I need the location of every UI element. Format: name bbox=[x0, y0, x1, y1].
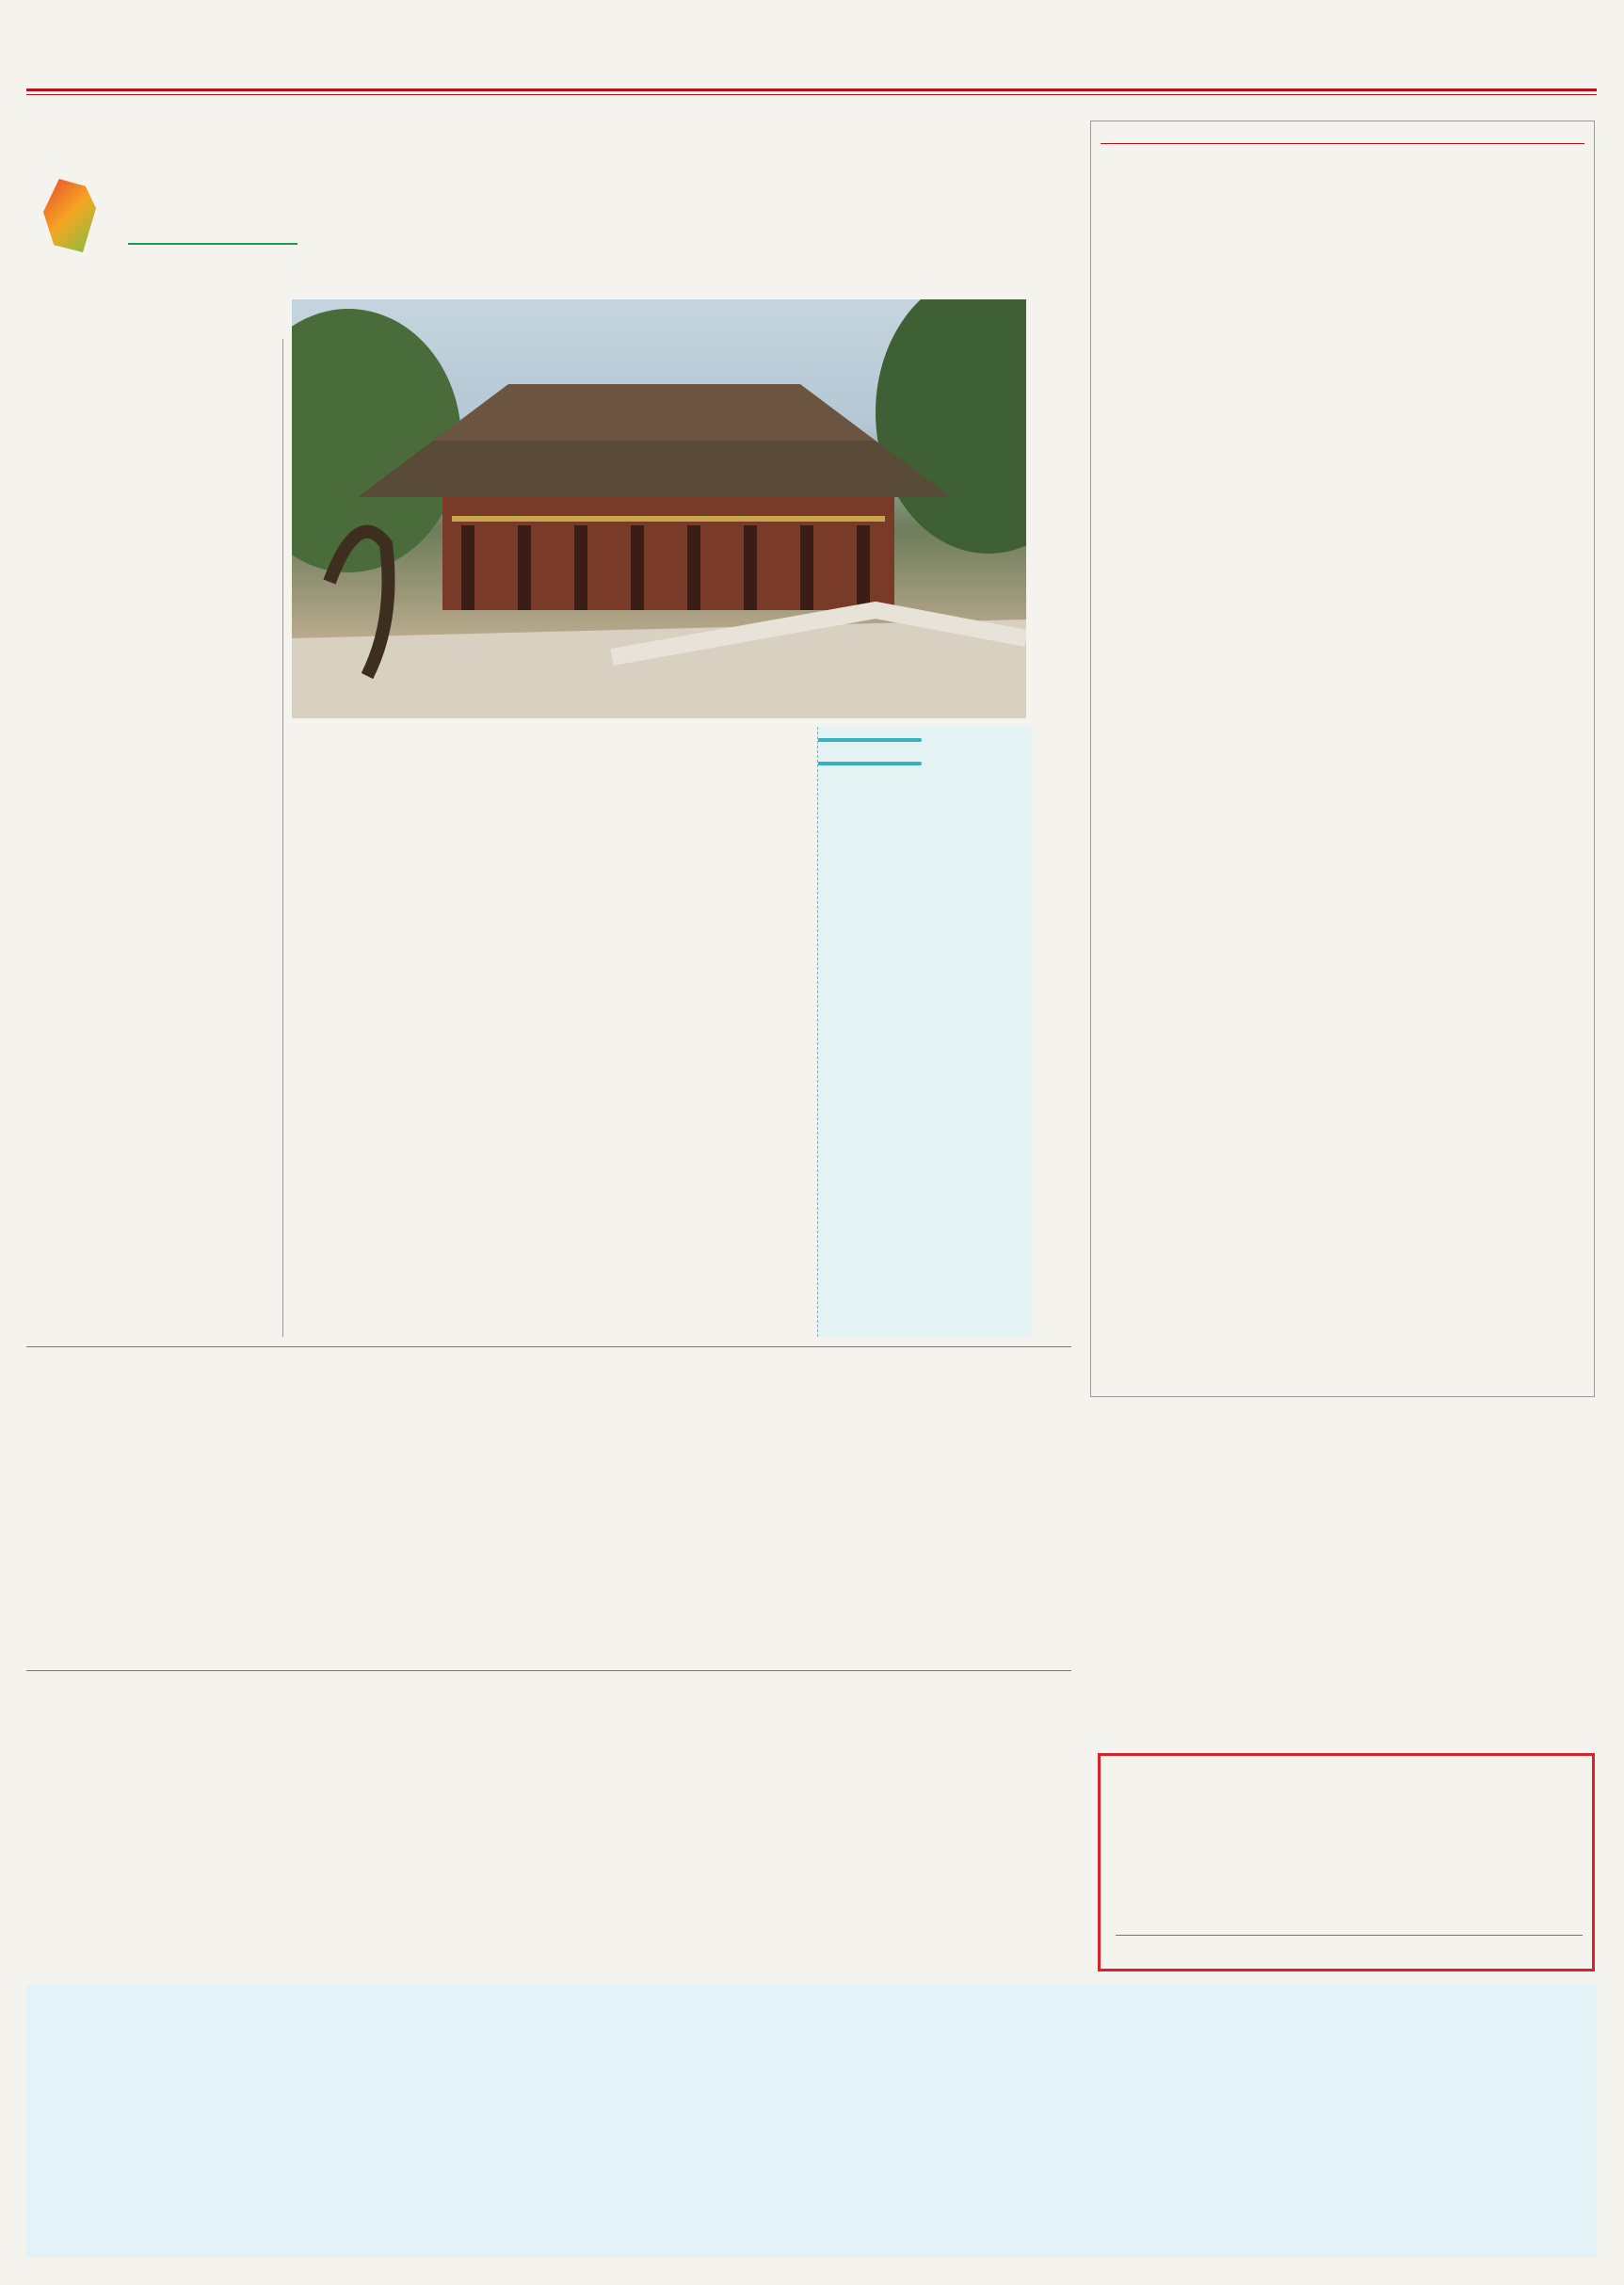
continuation-1-col-2 bbox=[288, 1356, 535, 1657]
forum-box bbox=[1090, 121, 1595, 1397]
story-column-3 bbox=[549, 727, 798, 1320]
flood-column-1 bbox=[1104, 1809, 1342, 1931]
science-visible-bg bbox=[26, 1985, 1597, 2258]
jinci-photo bbox=[292, 299, 1026, 718]
continuation-1-col-3 bbox=[548, 1356, 795, 1657]
story-column-1 bbox=[32, 339, 275, 1337]
continuation-2-col-3 bbox=[548, 1678, 795, 1932]
continuation-2-col-1 bbox=[28, 1678, 275, 1932]
story-column-2 bbox=[292, 727, 535, 1329]
rain-column-1 bbox=[1100, 1459, 1335, 1751]
flood-column-2 bbox=[1351, 1809, 1592, 1931]
rain-column-2 bbox=[1346, 1459, 1591, 1751]
flood-box bbox=[1098, 1753, 1595, 1971]
route-sidebar bbox=[817, 727, 1032, 1337]
page-editor bbox=[1223, 1944, 1242, 1959]
continuation-2-col-4 bbox=[808, 1678, 1054, 1932]
continuation-1-col-4 bbox=[808, 1356, 1054, 1648]
service-text bbox=[818, 765, 1032, 773]
continuation-2-col-2 bbox=[288, 1678, 535, 1932]
issue-date bbox=[1276, 58, 1280, 75]
continuation-1-col-1 bbox=[28, 1356, 275, 1657]
column-logo bbox=[36, 168, 309, 262]
